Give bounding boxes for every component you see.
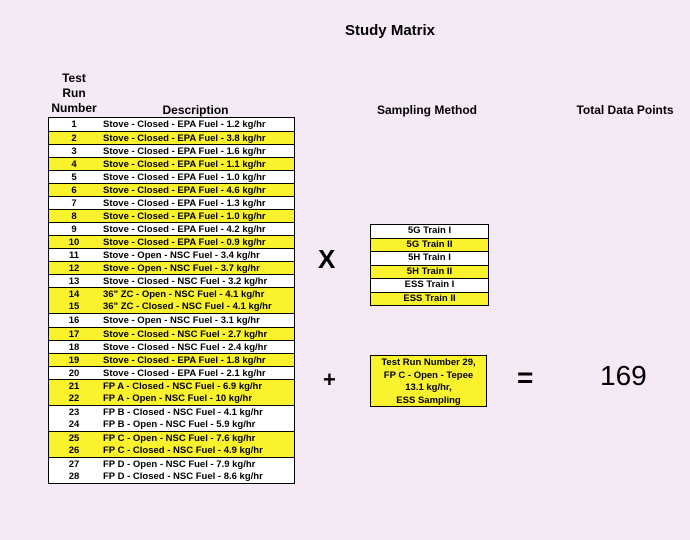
table-row [49,353,294,366]
header-test-run-line: Test [62,71,86,85]
test-run-number: 3 [71,146,77,158]
test-run-number: 10 [68,237,80,249]
table-row [49,222,294,235]
times-operator: X [318,244,336,274]
test-run-number: 23 [68,406,80,418]
test-run-number: 11 [68,250,80,262]
extra-run-line: FP C - Open - Tepee [383,369,474,381]
test-run-number: 26 [68,444,80,456]
extra-test-run-box [370,355,487,407]
extra-run-line: ESS Sampling [396,394,461,406]
table-row [49,392,294,405]
test-run-number: 6 [71,185,77,197]
table-row [49,118,294,131]
table-row [49,418,294,431]
table-row [49,144,294,157]
equals-operator: = [517,362,534,393]
test-run-description: FP B - Closed - NSC Fuel - 4.1 kg/hr [103,406,263,418]
table-row [49,235,294,248]
table-row [49,261,294,274]
test-run-description: 36" ZC - Open - NSC Fuel - 4.1 kg/hr [103,289,265,301]
plus-operator: + [323,367,336,392]
test-run-description: FP B - Open - NSC Fuel - 5.9 kg/hr [103,418,256,430]
test-run-number: 8 [71,211,77,223]
table-row [49,379,294,392]
test-run-description: Stove - Closed - EPA Fuel - 4.2 kg/hr [103,224,266,236]
table-row [49,170,294,183]
table-row [49,300,294,313]
test-run-description: Stove - Closed - EPA Fuel - 1.3 kg/hr [103,198,266,210]
header-total-data-points: Total Data Points [576,103,674,117]
sampling-method-row: ESS Train I [371,279,488,293]
test-run-description: Stove - Closed - EPA Fuel - 1.0 kg/hr [103,211,266,223]
sampling-method-row: ESS Train II [371,293,488,306]
test-run-number: 16 [68,315,80,327]
test-run-description: FP D - Open - NSC Fuel - 7.9 kg/hr [103,458,256,470]
test-run-description: FP D - Closed - NSC Fuel - 8.6 kg/hr [103,470,263,482]
table-row [49,431,294,444]
table-row [49,131,294,144]
header-test-run-line: Run [62,86,86,100]
test-run-number: 25 [68,432,80,444]
test-run-description: FP A - Open - NSC Fuel - 10 kg/hr [103,392,253,404]
test-run-number: 18 [68,341,80,353]
table-row [49,209,294,222]
test-run-description: Stove - Closed - EPA Fuel - 3.8 kg/hr [103,133,266,145]
test-run-number: 2 [71,133,77,145]
sampling-method-row: 5G Train II [371,239,488,253]
test-run-description: Stove - Closed - EPA Fuel - 1.6 kg/hr [103,146,266,158]
test-run-description: Stove - Closed - EPA Fuel - 1.0 kg/hr [103,172,266,184]
table-row [49,340,294,353]
test-run-number: 24 [68,418,80,430]
test-run-number: 14 [68,289,80,301]
header-sampling-method: Sampling Method [377,103,477,117]
test-run-number: 21 [68,380,80,392]
table-row [49,183,294,196]
test-run-description: FP C - Open - NSC Fuel - 7.6 kg/hr [103,432,256,444]
test-run-number: 20 [68,367,80,379]
test-run-number: 7 [71,198,77,210]
test-run-number: 13 [68,276,80,288]
table-row [49,366,294,379]
test-run-description: FP C - Closed - NSC Fuel - 4.9 kg/hr [103,444,263,456]
test-run-description: Stove - Closed - EPA Fuel - 1.2 kg/hr [103,119,266,130]
header-description: Description [162,103,229,117]
table-row [49,405,294,418]
test-run-number: 12 [68,263,80,275]
test-run-description: Stove - Closed - NSC Fuel - 2.4 kg/hr [103,341,268,353]
table-row [49,313,294,326]
test-run-description: Stove - Open - NSC Fuel - 3.4 kg/hr [103,250,260,262]
table-row [49,287,294,300]
test-run-number: 5 [71,172,77,184]
page-title: Study Matrix [344,22,435,39]
sampling-method-row: 5H Train I [371,252,488,266]
test-run-description: 36" ZC - Closed - NSC Fuel - 4.1 kg/hr [103,301,272,313]
sampling-method-row: 5G Train I [371,225,488,239]
table-row [49,444,294,457]
table-row [49,327,294,340]
test-run-description: Stove - Closed - EPA Fuel - 1.8 kg/hr [103,354,266,366]
header-test-run-line: Number [51,101,97,115]
table-row [49,457,294,470]
test-run-description: Stove - Open - NSC Fuel - 3.7 kg/hr [103,263,260,275]
header-test-run-number [48,71,100,116]
sampling-method-row: 5H Train II [371,266,488,280]
test-run-number: 27 [68,458,80,470]
test-run-description: Stove - Closed - NSC Fuel - 3.2 kg/hr [103,276,268,288]
test-run-number: 28 [68,470,80,482]
test-run-number: 22 [68,392,80,404]
table-row [49,248,294,261]
extra-run-line: 13.1 kg/hr, [405,382,452,393]
test-run-table [48,117,295,484]
test-run-description: Stove - Closed - EPA Fuel - 4.6 kg/hr [103,185,266,197]
test-run-number: 15 [68,301,80,313]
test-run-number: 19 [68,354,80,366]
test-run-number: 4 [71,159,77,171]
test-run-number: 17 [68,328,80,340]
table-row [49,470,294,483]
table-row [49,274,294,287]
extra-run-line: Test Run Number 29, [381,357,476,368]
test-run-description: Stove - Closed - EPA Fuel - 2.1 kg/hr [103,367,266,379]
test-run-description: Stove - Open - NSC Fuel - 3.1 kg/hr [103,315,260,327]
table-row [49,157,294,170]
test-run-description: Stove - Closed - EPA Fuel - 1.1 kg/hr [103,159,266,171]
test-run-description: FP A - Closed - NSC Fuel - 6.9 kg/hr [103,380,263,392]
test-run-description: Stove - Closed - EPA Fuel - 0.9 kg/hr [103,237,266,249]
test-run-number: 9 [71,224,77,236]
table-row [49,196,294,209]
test-run-description: Stove - Closed - NSC Fuel - 2.7 kg/hr [103,328,268,340]
sampling-method-table [370,224,489,306]
test-run-number: 1 [71,119,77,130]
total-data-points-value: 169 [600,360,647,391]
